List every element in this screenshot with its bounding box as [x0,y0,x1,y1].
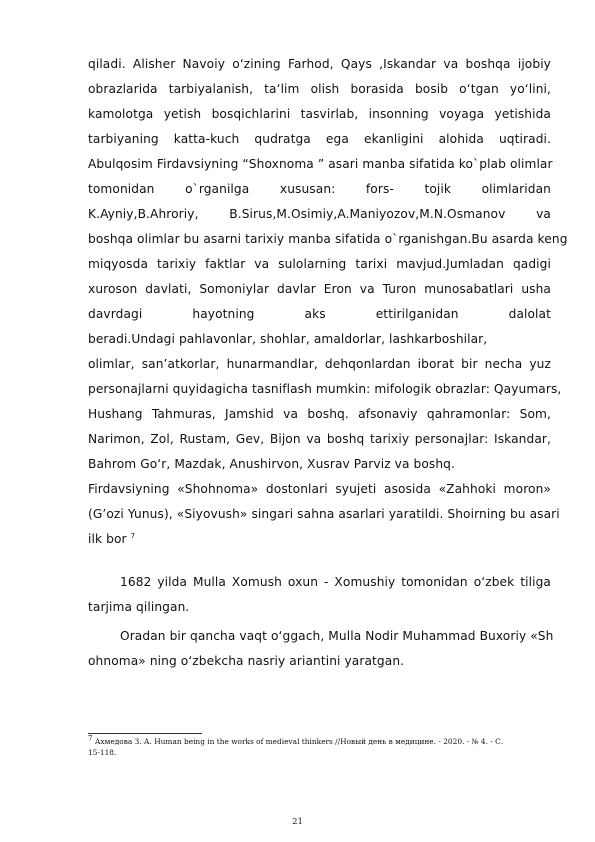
body-line: qiladi. Alisher Navoiy o‘zining Farhod, Qays ,Iskandar va boshqa ijobiy [88,57,551,71]
body-line: obrazlarida tarbiyalanish, ta‘lim olish borasida bosib o‘tgan yo‘lini, [88,82,551,96]
body-line: beradi.Undagi pahlavonlar, shohlar, amaldorlar, lashkarboshilar, [88,332,488,346]
paragraph-line: tarjima qilingan. [88,600,190,614]
body-line: tomonidan o`rganilga xususan: fors- tojik olimlaridan [88,182,551,196]
footnote-reference[interactable]: 7 [130,531,136,540]
body-line: (G’ozi Yunus), «Siyovush» singari sahna asarlari yaratildi. Shoirning bu asari [88,507,560,521]
paragraph-line: Oradan bir qancha vaqt o‘ggach, Mulla Nodir Muhammad Buxoriy «Sh [120,629,554,643]
paragraph-line: 1682 yilda Mulla Xomush oxun - Xomushiy tomonidan o‘zbek tiliga [120,575,551,589]
body-line: personajlarni quyidagicha tasniflash mumkin: mifologik obrazlar: Qayumars, [88,382,562,396]
body-line: xuroson davlati, Somoniylar davlar Eron va Turon munosabatlari usha [88,282,551,296]
footnote-text: Ахмедова З. А. Human being in the works of medieval thinkers //Новый день в медицине. - 2020. - № 4. - С. [94,737,504,746]
body-line: tarbiyaning katta-kuch qudratga ega ekanligini alohida uqtiradi. [88,132,551,146]
footnote-marker: 7 [88,734,93,743]
footnote-line: 15-118. [88,748,117,757]
page-number: 21 [292,817,303,827]
body-line: Narimon, Zol, Rustam, Gev, Bijon va boshq tarixiy personajlar: Iskandar, [88,432,551,446]
body-line: Abulqosim Firdavsiyning “Shoxnoma ” asari manba sifatida ko`plab olimlar [88,157,553,171]
body-line: Bahrom Go‘r, Mazdak, Anushirvon, Xusrav Parviz va boshq. [88,457,455,471]
body-line: olimlar, san’atkorlar, hunarmandlar, dehqonlardan iborat bir necha yuz [88,357,551,371]
footnote-separator [88,733,202,734]
paragraph-line: ohnoma» ning o‘zbekcha nasriy ariantini yaratgan. [88,654,405,668]
body-line: Firdavsiyning «Shohnoma» dostonlari syujeti asosida «Zahhoki moron» [88,482,551,496]
body-line-text: ilk bor [88,532,127,546]
body-line: K.Ayniy,B.Ahroriy, B.Sirus,M.Osimiy,A.Maniyozov,M.N.Osmanov va [88,207,551,221]
body-line: davrdagi hayotning aks ettirilganidan dalolat [88,307,551,321]
body-line: Hushang Tahmuras, Jamshid va boshq. afsonaviy qahramonlar: Som, [88,407,551,421]
body-line: kamolotga yetish bosqichlarini tasvirlab, insonning voyaga yetishida [88,107,551,121]
body-line: boshqa olimlar bu asarni tarixiy manba sifatida o`rganishgan.Bu asarda keng [88,232,568,246]
body-line: miqyosda tarixiy faktlar va sulolarning tarixi mavjud.Jumladan qadigi [88,257,551,271]
body-line-with-footnote [88,532,551,546]
footnote-line [88,734,551,747]
